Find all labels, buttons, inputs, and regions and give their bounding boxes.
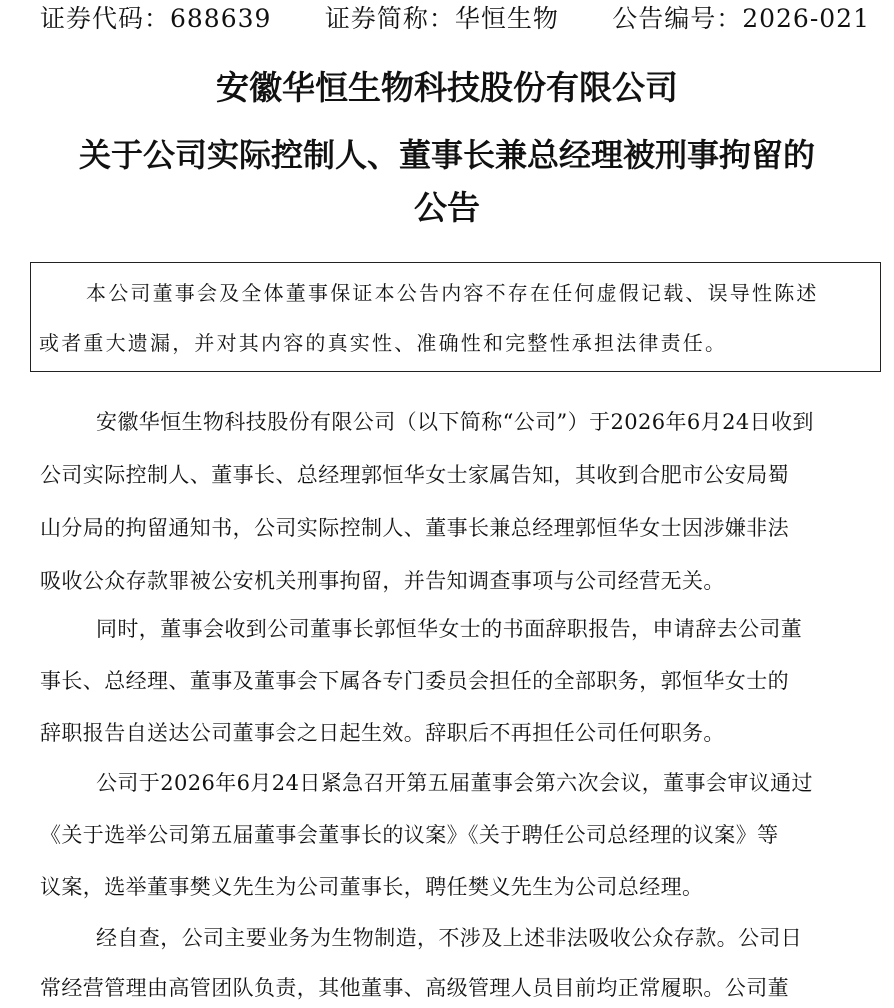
security-code: 证券代码：688639	[40, 4, 272, 33]
body-line: 山分局的拘留通知书，公司实际控制人、董事长兼总经理郭恒华女士因涉嫌非法	[40, 516, 789, 540]
body-line: 常经营管理由高管团队负责，其他董事、高级管理人员目前均正常履职。公司董	[40, 976, 789, 1000]
board-guarantee-notice	[30, 262, 881, 372]
announcement-title: 关于公司实际控制人、董事长兼总经理被刑事拘留的	[78, 136, 815, 174]
body-line: 《关于选举公司第五届董事会董事长的议案》《关于聘任公司总经理的议案》等	[40, 823, 779, 847]
body-line: 经自查，公司主要业务为生物制造，不涉及上述非法吸收公众存款。公司日	[96, 926, 803, 950]
body-line: 公司实际控制人、董事长、总经理郭恒华女士家属告知，其收到合肥市公安局蜀	[40, 463, 789, 487]
body-line: 吸收公众存款罪被公安机关刑事拘留，并告知调查事项与公司经营无关。	[40, 569, 725, 593]
announcement-number: 公告编号：2026-021	[612, 4, 870, 33]
body-line: 辞职报告自送达公司董事会之日起生效。辞职后不再担任公司任何职务。	[40, 721, 725, 745]
body-line: 同时，董事会收到公司董事长郭恒华女士的书面辞职报告，申请辞去公司董	[96, 617, 803, 641]
announcement-title-continued: 公告	[414, 188, 480, 227]
body-line: 议案，选举董事樊义先生为公司董事长，聘任樊义先生为公司总经理。	[40, 875, 704, 899]
body-line: 安徽华恒生物科技股份有限公司（以下简称“公司”）于2026年6月24日收到	[96, 410, 814, 434]
body-line: 事长、总经理、董事及董事会下属各专门委员会担任的全部职务，郭恒华女士的	[40, 669, 789, 693]
body-line: 公司于2026年6月24日紧急召开第五届董事会第六次会议，董事会审议通过	[96, 771, 813, 795]
notice-line: 或者重大遗漏，并对其内容的真实性、准确性和完整性承担法律责任。	[39, 331, 728, 355]
document-header	[40, 2, 870, 36]
company-title: 安徽华恒生物科技股份有限公司	[216, 68, 678, 107]
security-short-name: 证券简称：华恒生物	[324, 4, 559, 33]
notice-line: 本公司董事会及全体董事保证本公告内容不存在任何虚假记载、误导性陈述	[86, 281, 819, 305]
